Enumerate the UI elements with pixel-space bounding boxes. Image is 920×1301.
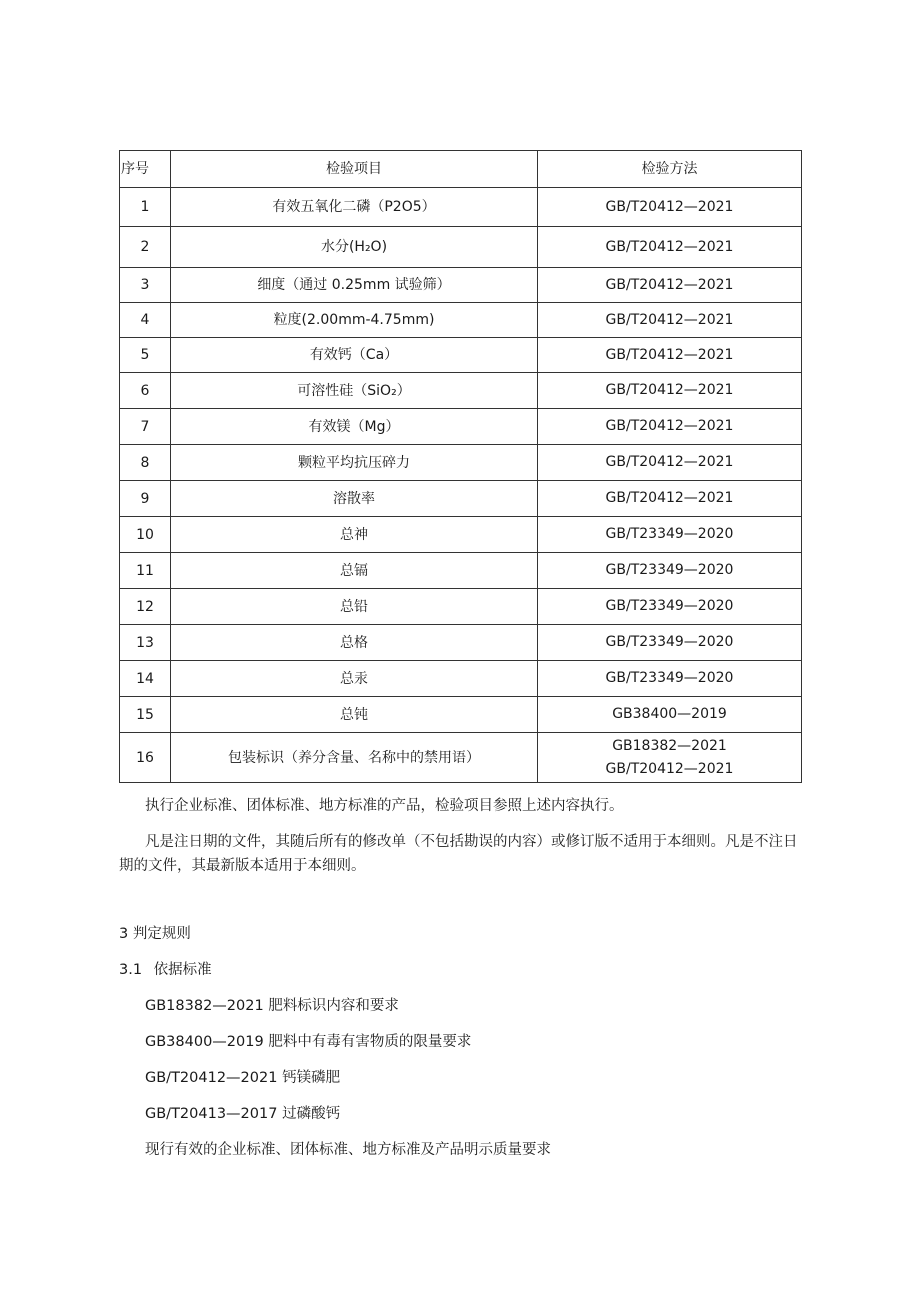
section-heading: 3 判定规则: [119, 926, 191, 942]
table-row: [120, 188, 802, 227]
cell-seq: 7: [120, 409, 171, 445]
table-row: [120, 589, 802, 625]
cell-item: 粒度(2.00mm-4.75mm): [171, 303, 538, 338]
table-row: [120, 733, 802, 783]
cell-method: [538, 589, 802, 625]
cell-seq: 9: [120, 481, 171, 517]
reference-item: 现行有效的企业标准、团体标准、地方标准及产品明示质量要求: [145, 1142, 551, 1158]
cell-method: [538, 553, 802, 589]
subsection-heading: [119, 958, 212, 979]
header-item: 检验项目: [171, 151, 538, 188]
method-line: GB/T23349—2020: [605, 526, 734, 542]
table-row: [120, 268, 802, 303]
reference-item: GB18382—2021 肥料标识内容和要求: [145, 998, 399, 1014]
table-row: [120, 517, 802, 553]
table-row: [120, 227, 802, 268]
cell-seq: 5: [120, 338, 171, 373]
table-row: [120, 445, 802, 481]
method-line: GB/T20412—2021: [605, 198, 734, 215]
table-row: [120, 625, 802, 661]
cell-item: 有效五氧化二磷（P2O5）: [171, 188, 538, 227]
method-line: GB18382—2021: [612, 737, 727, 754]
cell-method: [538, 373, 802, 409]
table-header-row: [120, 151, 802, 188]
header-method: 检验方法: [538, 151, 802, 188]
cell-method: [538, 445, 802, 481]
cell-method: [538, 517, 802, 553]
cell-seq: 13: [120, 625, 171, 661]
cell-seq: 6: [120, 373, 171, 409]
cell-seq: 2: [120, 227, 171, 268]
table-row: [120, 697, 802, 733]
cell-method: [538, 268, 802, 303]
method-line: GB/T23349—2020: [605, 598, 734, 614]
cell-item: 颗粒平均抗压碎力: [171, 445, 538, 481]
method-line: GB/T20412—2021: [605, 382, 734, 398]
method-line: GB/T20412—2021: [605, 346, 734, 363]
cell-seq: 10: [120, 517, 171, 553]
table-row: [120, 661, 802, 697]
header-seq: 序号: [120, 151, 171, 188]
method-line: GB/T20412—2021: [605, 490, 734, 506]
paragraph-dated-docs: 凡是注日期的文件，其随后所有的修改单（不包括勘误的内容）或修订版不适用于本细则。凡是不注日期的文件，其最新版本适用于本细则。: [119, 834, 798, 874]
cell-seq: 1: [120, 188, 171, 227]
reference-item: GB/T20412—2021 钙镁磷肥: [145, 1070, 341, 1086]
method-line: GB/T23349—2020: [605, 634, 734, 650]
cell-method: [538, 303, 802, 338]
cell-item: 水分(H₂O): [171, 227, 538, 268]
method-line: GB/T20412—2021: [605, 418, 734, 434]
cell-method: [538, 227, 802, 268]
cell-item: 可溶性硅（SiO₂）: [171, 373, 538, 409]
cell-item: 总镉: [171, 553, 538, 589]
table-row: [120, 303, 802, 338]
reference-item: GB/T20413—2017 过磷酸钙: [145, 1106, 341, 1122]
method-line: GB/T23349—2020: [605, 562, 734, 578]
method-line: GB/T20412—2021: [605, 238, 734, 255]
table-row: [120, 553, 802, 589]
table-row: [120, 481, 802, 517]
method-line: GB38400—2019: [612, 706, 727, 722]
cell-seq: 3: [120, 268, 171, 303]
cell-method: [538, 481, 802, 517]
paragraph-scope: 执行企业标准、团体标准、地方标准的产品，检验项目参照上述内容执行。: [145, 798, 624, 814]
cell-method: [538, 697, 802, 733]
cell-seq: 16: [120, 733, 171, 783]
cell-seq: 4: [120, 303, 171, 338]
table-row: [120, 338, 802, 373]
method-line: GB/T20412—2021: [605, 760, 734, 777]
table-body: [120, 188, 802, 783]
cell-seq: 12: [120, 589, 171, 625]
cell-item: 总铅: [171, 589, 538, 625]
cell-item: 有效镁（Mg）: [171, 409, 538, 445]
method-line: GB/T20412—2021: [605, 454, 734, 470]
cell-item: 细度（通过 0.25mm 试验筛）: [171, 268, 538, 303]
cell-method: [538, 661, 802, 697]
cell-seq: 14: [120, 661, 171, 697]
cell-item: 包装标识（养分含量、名称中的禁用语）: [171, 733, 538, 783]
cell-seq: 15: [120, 697, 171, 733]
cell-item: 总钝: [171, 697, 538, 733]
cell-item: 总神: [171, 517, 538, 553]
cell-seq: 8: [120, 445, 171, 481]
cell-item: 总汞: [171, 661, 538, 697]
subsection-title: 依据标准: [153, 962, 212, 978]
cell-item: 总格: [171, 625, 538, 661]
cell-method: [538, 338, 802, 373]
table-row: [120, 373, 802, 409]
subsection-number: 3.1: [119, 962, 143, 978]
method-line: GB/T20412—2021: [605, 311, 734, 328]
cell-method: [538, 625, 802, 661]
cell-method: [538, 733, 802, 783]
reference-item: GB38400—2019 肥料中有毒有害物质的限量要求: [145, 1034, 472, 1050]
method-line: GB/T20412—2021: [605, 276, 734, 293]
cell-item: 溶散率: [171, 481, 538, 517]
inspection-items-table: [119, 150, 802, 783]
table-row: [120, 409, 802, 445]
cell-method: [538, 409, 802, 445]
cell-seq: 11: [120, 553, 171, 589]
method-line: GB/T23349—2020: [605, 670, 734, 686]
cell-item: 有效钙（Ca）: [171, 338, 538, 373]
cell-method: [538, 188, 802, 227]
